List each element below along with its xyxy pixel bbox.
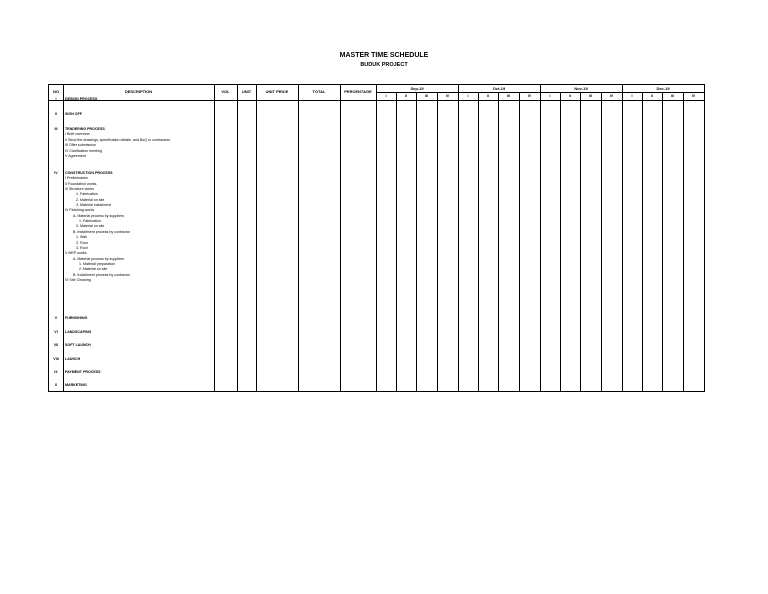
- week-label: II: [487, 94, 489, 98]
- col-divider: [298, 85, 299, 391]
- week-label: III: [671, 94, 674, 98]
- row-description: B. Installment process by contractor: [73, 230, 131, 234]
- row-description: II Send the drawings, specification details, and BoQ to contractors: [65, 138, 170, 142]
- week-label: I: [467, 94, 469, 98]
- row-description: II Foundation works: [65, 182, 97, 186]
- header-percentage: PERCENTAGE: [344, 89, 372, 94]
- row-description: SOFT LAUNCH: [65, 343, 91, 347]
- row-description: A. Material process by suppliers: [73, 257, 124, 261]
- row-description: SIGN OFF: [65, 112, 82, 116]
- week-label: I: [631, 94, 633, 98]
- row-number: I: [55, 97, 57, 101]
- row-number: VIII: [53, 357, 59, 361]
- row-description: PAYMENT PROCESS: [65, 370, 101, 374]
- row-description: IV Finishing works: [65, 208, 95, 212]
- row-description: 1. Material preparation: [79, 262, 115, 266]
- row-description: VI Site Cleaning: [65, 278, 91, 282]
- header-unit: UNIT: [241, 89, 252, 94]
- row-description: 2. Material on site: [76, 224, 105, 228]
- month-label: Sep-19: [410, 86, 424, 91]
- week-label: III: [589, 94, 592, 98]
- month-label: Oct-19: [492, 86, 506, 91]
- week-label: II: [569, 94, 571, 98]
- row-description: 1. Fabrication: [76, 192, 98, 196]
- row-description: TENDERING PROCESS: [65, 127, 105, 131]
- week-label: IV: [445, 94, 450, 98]
- col-divider: [540, 85, 541, 391]
- col-divider: [256, 85, 257, 391]
- row-description: III Structure works: [65, 187, 94, 191]
- col-divider: [458, 85, 459, 391]
- week-label: IV: [527, 94, 532, 98]
- row-description: 1. Fabrication: [79, 219, 101, 223]
- row-description: DESIGN PROCESS: [65, 97, 98, 101]
- col-divider: [237, 85, 238, 391]
- week-label: I: [385, 94, 387, 98]
- row-description: CONSTRUCTION PROCESS: [65, 171, 113, 175]
- row-description: A. Material process by suppliers: [73, 214, 124, 218]
- week-label: IV: [691, 94, 696, 98]
- month-label: Dec-19: [656, 86, 670, 91]
- week-label: IV: [609, 94, 614, 98]
- row-number: VI: [54, 330, 58, 334]
- row-description: LAUNCH: [65, 357, 81, 361]
- week-label: I: [549, 94, 551, 98]
- col-divider: [214, 85, 215, 391]
- row-description: I Preliminaries: [65, 176, 88, 180]
- row-description: V Agreement: [65, 154, 86, 158]
- col-divider: [340, 85, 341, 391]
- row-description: I Brief overview: [65, 132, 90, 136]
- row-description: III Offer submission: [65, 143, 96, 147]
- col-divider: [622, 85, 623, 391]
- week-label: III: [425, 94, 428, 98]
- col-divider: [63, 85, 64, 391]
- week-label: II: [651, 94, 653, 98]
- month-label: Nov-19: [574, 86, 588, 91]
- header-total: TOTAL: [312, 89, 326, 94]
- document-subtitle: BUDUK PROJECT: [360, 62, 408, 68]
- header-vol: VOL: [221, 89, 230, 94]
- row-number: VII: [53, 343, 59, 347]
- week-label: III: [507, 94, 510, 98]
- row-description: FURNISHING: [65, 316, 88, 320]
- row-description: IV Clarification meeting: [65, 149, 102, 153]
- col-divider: [376, 85, 377, 391]
- schedule-table: [48, 84, 705, 392]
- row-description: 2. Floor: [76, 241, 89, 245]
- row-number: II: [55, 112, 57, 116]
- header-description: DESCRIPTION: [124, 89, 153, 94]
- row-number: X: [54, 383, 58, 387]
- row-number: IV: [54, 171, 58, 175]
- row-description: 2. Material on site: [79, 267, 108, 271]
- row-description: V MEP works: [65, 251, 87, 255]
- row-description: LANDSCAPING: [65, 330, 92, 334]
- row-description: B. Installment process by contractor: [73, 273, 131, 277]
- row-description: 3. Roof: [76, 246, 88, 250]
- header-no: NO: [53, 89, 59, 94]
- document-title: MASTER TIME SCHEDULE: [339, 52, 429, 59]
- row-description: 1. Wall: [76, 235, 87, 239]
- row-description: 2. Material on site: [76, 198, 105, 202]
- week-label: II: [405, 94, 407, 98]
- row-number: III: [54, 127, 58, 131]
- row-number: IX: [54, 370, 58, 374]
- header-unit-price: UNIT PRICE: [265, 89, 289, 94]
- row-description: 3. Material installment: [76, 203, 111, 207]
- row-number: V: [54, 316, 58, 320]
- row-description: MARKETING: [65, 383, 87, 387]
